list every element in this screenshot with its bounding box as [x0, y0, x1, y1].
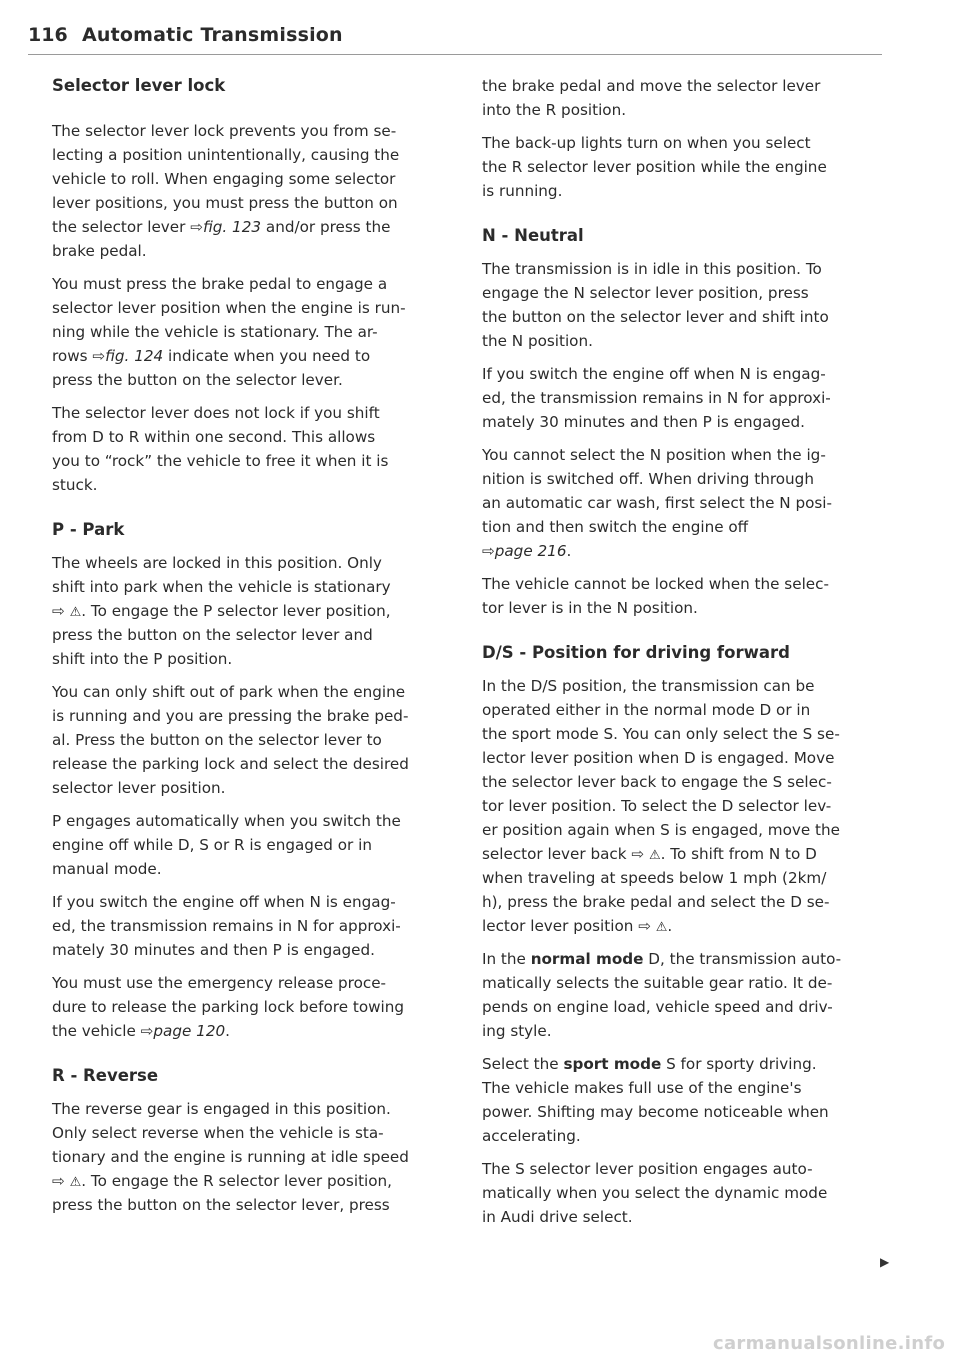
- text-line: engage the N selector lever position, press: [482, 284, 809, 302]
- warning-icon[interactable]: ⚠: [69, 605, 82, 620]
- heading-reverse: R - Reverse: [52, 1066, 159, 1085]
- paragraph: [482, 947, 894, 1043]
- text-line: In the normal mode D, the transmission auto-: [482, 950, 842, 968]
- text-line: is running.: [482, 182, 563, 200]
- text-line: operated either in the normal mode D or in: [482, 701, 811, 719]
- text-line: You must use the emergency release proce-: [52, 974, 387, 992]
- text-line: dure to release the parking lock before towing: [52, 998, 405, 1016]
- text-line: The S selector lever position engages auto-: [482, 1160, 813, 1178]
- text-line: ing style.: [482, 1022, 552, 1040]
- text-line: mately 30 minutes and then P is engaged.: [482, 413, 805, 431]
- heading-drive: D/S - Position for driving forward: [482, 643, 790, 662]
- paragraph: [482, 572, 894, 620]
- page-header: [28, 20, 882, 55]
- text-line: into the R position.: [482, 101, 627, 119]
- text-line: when traveling at speeds below 1 mph (2km/: [482, 869, 827, 887]
- paragraph: [52, 551, 464, 671]
- arrow-icon: ⇨: [92, 347, 106, 365]
- page-reference[interactable]: page 216: [494, 542, 567, 560]
- paragraph: [482, 674, 894, 938]
- paragraph: [52, 809, 464, 881]
- text-line: The back-up lights turn on when you select: [482, 134, 811, 152]
- paragraph: [52, 971, 464, 1043]
- text-line: In the D/S position, the transmission can be: [482, 677, 815, 695]
- text-line: er position again when S is engaged, move the: [482, 821, 840, 839]
- arrow-icon: ⇨: [52, 1172, 65, 1190]
- text-line: selector lever position when the engine is run-: [52, 299, 406, 317]
- paragraph: [482, 74, 894, 122]
- text-line: P engages automatically when you switch the: [52, 812, 401, 830]
- text-line: The selector lever does not lock if you shift: [52, 404, 380, 422]
- text-line: accelerating.: [482, 1127, 581, 1145]
- paragraph: [482, 1052, 894, 1148]
- text-line: matically selects the suitable gear ratio. It de-: [482, 974, 833, 992]
- text-line: selector lever position.: [52, 779, 226, 797]
- text-line: The vehicle cannot be locked when the selec-: [482, 575, 829, 593]
- page-number: 116: [28, 24, 68, 46]
- paragraph: [52, 890, 464, 962]
- text-line: you to “rock” the vehicle to free it when it is: [52, 452, 389, 470]
- text-line: Only select reverse when the vehicle is sta-: [52, 1124, 384, 1142]
- text-line: stuck.: [52, 476, 98, 494]
- heading-neutral: N - Neutral: [482, 226, 584, 245]
- text-line: ⇨page 216.: [482, 542, 572, 560]
- text-line: The vehicle makes full use of the engine's: [482, 1079, 802, 1097]
- text-line: shift into the P position.: [52, 650, 233, 668]
- text-line: lecting a position unintentionally, causing the: [52, 146, 400, 164]
- paragraph: [482, 131, 894, 203]
- text-line: the R selector lever position while the engine: [482, 158, 827, 176]
- arrow-icon: ⇨: [190, 218, 203, 236]
- text-line: lector lever position when D is engaged. Move: [482, 749, 835, 767]
- chapter-title: Automatic Transmission: [82, 24, 343, 46]
- text-line: release the parking lock and select the desired: [52, 755, 409, 773]
- text-line: press the button on the selector lever.: [52, 371, 343, 389]
- text-line: nition is switched off. When driving through: [482, 470, 814, 488]
- text-line: the button on the selector lever and shift into: [482, 308, 829, 326]
- text-line: lever positions, you must press the button on: [52, 194, 398, 212]
- text-line: al. Press the button on the selector lever to: [52, 731, 382, 749]
- text-line: selector lever back ⇨ ⚠. To shift from N to D: [482, 845, 817, 863]
- text-line: tor lever position. To select the D selector lev-: [482, 797, 832, 815]
- heading-selector-lever-lock: Selector lever lock: [52, 76, 226, 95]
- heading-park: P - Park: [52, 520, 125, 539]
- text-line: You must press the brake pedal to engage a: [52, 275, 388, 293]
- text-line: press the button on the selector lever and: [52, 626, 373, 644]
- term-sport-mode: sport mode: [563, 1055, 662, 1073]
- figure-reference[interactable]: fig. 124: [105, 347, 164, 365]
- figure-reference[interactable]: fig. 123: [202, 218, 262, 236]
- text-line: pends on engine load, vehicle speed and driv-: [482, 998, 833, 1016]
- text-line: If you switch the engine off when N is engag-: [52, 893, 396, 911]
- text-line: matically when you select the dynamic mode: [482, 1184, 828, 1202]
- paragraph: [482, 362, 894, 434]
- text-line: an automatic car wash, first select the N posi-: [482, 494, 832, 512]
- paragraph: [482, 257, 894, 353]
- paragraph: [482, 443, 894, 563]
- text-line: is running and you are pressing the brake ped-: [52, 707, 409, 725]
- text-line: manual mode.: [52, 860, 162, 878]
- left-column: [52, 74, 464, 1217]
- page-reference[interactable]: page 120: [153, 1022, 226, 1040]
- paragraph: [52, 272, 464, 392]
- text-line: The transmission is in idle in this position. To: [482, 260, 822, 278]
- text-line: brake pedal.: [52, 242, 147, 260]
- text-line: h), press the brake pedal and select the D se-: [482, 893, 830, 911]
- text-line: power. Shifting may become noticeable when: [482, 1103, 829, 1121]
- continue-arrow-icon: ▶: [880, 1255, 890, 1269]
- text-line: You cannot select the N position when the ig-: [482, 446, 826, 464]
- text-line: in Audi drive select.: [482, 1208, 633, 1226]
- term-normal-mode: normal mode: [530, 950, 644, 968]
- text-line: the selector lever ⇨fig. 123 and/or press the: [52, 218, 391, 236]
- text-line: The reverse gear is engaged in this position.: [52, 1100, 391, 1118]
- paragraph: [52, 1097, 464, 1217]
- text-line: The wheels are locked in this position. Only: [52, 554, 382, 572]
- text-line: If you switch the engine off when N is engag-: [482, 365, 826, 383]
- text-line: the brake pedal and move the selector lever: [482, 77, 821, 95]
- paragraph: [52, 119, 464, 263]
- arrow-icon: ⇨: [631, 845, 645, 863]
- text-line: from D to R within one second. This allows: [52, 428, 376, 446]
- text-line: rows ⇨fig. 124 indicate when you need to: [52, 347, 371, 365]
- text-line: press the button on the selector lever, press: [52, 1196, 390, 1214]
- text-line: Select the sport mode S for sporty driving.: [482, 1055, 817, 1073]
- text-line: engine off while D, S or R is engaged or in: [52, 836, 372, 854]
- watermark: carmanualsonline.info: [713, 1333, 946, 1354]
- text-line: tion and then switch the engine off: [482, 518, 749, 536]
- paragraph: [52, 680, 464, 800]
- warning-icon[interactable]: ⚠: [69, 1175, 82, 1190]
- text-line: ed, the transmission remains in N for approxi-: [482, 389, 831, 407]
- text-line: tor lever is in the N position.: [482, 599, 698, 617]
- text-line: tionary and the engine is running at idle speed: [52, 1148, 409, 1166]
- text-line: mately 30 minutes and then P is engaged.: [52, 941, 375, 959]
- text-line: You can only shift out of park when the engine: [52, 683, 406, 701]
- text-line: vehicle to roll. When engaging some selector: [52, 170, 396, 188]
- text-line: the sport mode S. You can only select the S se-: [482, 725, 840, 743]
- warning-icon[interactable]: ⚠: [655, 920, 668, 935]
- arrow-icon: ⇨: [638, 917, 651, 935]
- text-line: The selector lever lock prevents you from se-: [52, 122, 397, 140]
- text-line: the vehicle ⇨page 120.: [52, 1022, 230, 1040]
- text-line: the selector lever back to engage the S selec-: [482, 773, 832, 791]
- text-line: ⇨ ⚠. To engage the R selector lever position,: [52, 1172, 392, 1190]
- text-line: ed, the transmission remains in N for approxi-: [52, 917, 401, 935]
- text-line: lector lever position ⇨ ⚠.: [482, 917, 673, 935]
- text-line: ⇨ ⚠. To engage the P selector lever position,: [52, 602, 391, 620]
- arrow-icon: ⇨: [140, 1022, 154, 1040]
- text-line: shift into park when the vehicle is stationary: [52, 578, 391, 596]
- right-column: [482, 74, 894, 1229]
- warning-icon[interactable]: ⚠: [648, 848, 661, 863]
- paragraph: [482, 1157, 894, 1229]
- text-line: the N position.: [482, 332, 593, 350]
- paragraph: [52, 401, 464, 497]
- arrow-icon: ⇨: [482, 542, 495, 560]
- text-line: ning while the vehicle is stationary. The ar-: [52, 323, 378, 341]
- arrow-icon: ⇨: [52, 602, 65, 620]
